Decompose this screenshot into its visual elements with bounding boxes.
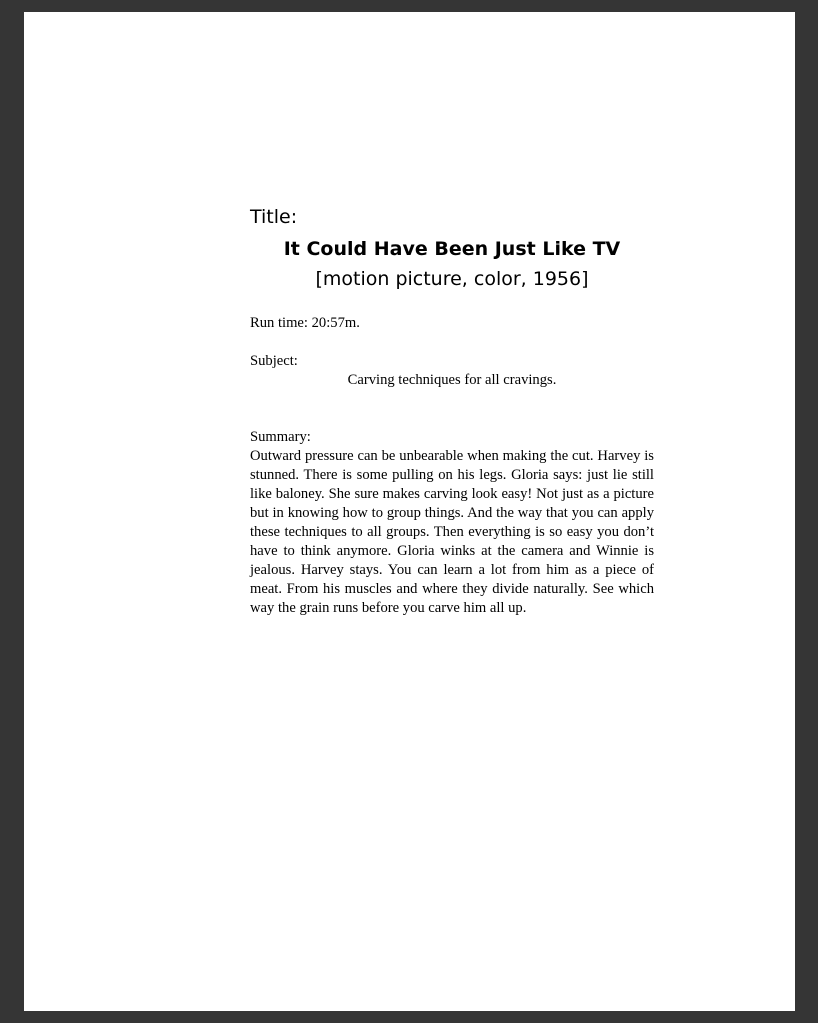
document-subtitle: [motion picture, color, 1956] — [315, 268, 589, 290]
run-time: Run time: 20:57m. — [250, 315, 360, 331]
document-title: It Could Have Been Just Like TV — [283, 238, 621, 260]
subject-label: Subject: — [250, 353, 298, 369]
summary-label: Summary: — [250, 429, 311, 445]
document-content — [250, 205, 654, 618]
subject-text: Carving techniques for all cravings. — [347, 372, 557, 388]
document-page — [24, 12, 795, 1011]
summary-text: Outward pressure can be unbearable when making the cut. Harvey is stunned. There is some pulling on his legs. Gloria says: just lie still like baloney. She sure makes carving look easy! Not just as a picture but in knowing how to group things. And the way that you can apply these techniques to all groups. Then everything is so easy you don’t have to think anymore. Gloria winks at the camera and Winnie is jealous. Harvey stays. You can learn a lot from him as a piece of meat. From his muscles and where they divide naturally. See which way the grain runs before you carve him all up. — [250, 448, 654, 616]
title-label: Title: — [250, 206, 298, 228]
